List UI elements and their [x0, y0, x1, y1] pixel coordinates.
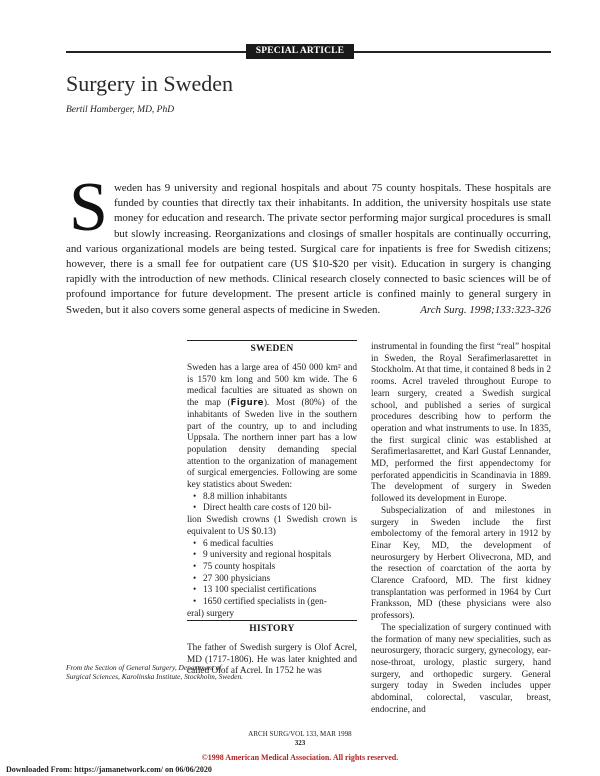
page-number: 323 [294, 739, 306, 747]
download-notice: Downloaded From: https://jamanetwork.com/ on 06/06/2020 [6, 765, 212, 774]
list-item: • 75 county hospitals [187, 562, 357, 574]
list-item: • 1650 certified specialists in (gen- [187, 597, 357, 609]
journal-info: ARCH SURG/VOL 133, MAR 1998 [248, 730, 352, 738]
sweden-heading-rule [187, 340, 357, 341]
copyright-notice: ©1998 American Medical Association. All rights reserved. [201, 753, 399, 762]
list-item: • 8.8 million inhabitants [187, 492, 357, 504]
right-paragraph-2: Subspecialization of and milestones in surgery in Sweden include the first embolectomy of the femoral artery in 1912 by Einar Key, MD, the development of neurosurgery by Herbert Olivecrona, MD, and the resection of coarctation of the aorta by Clarence Crafoord, MD. The first kidney transplantation was performed in 1964 by Curt Franksson, MD (these physicians were also professors). [371, 505, 551, 622]
sweden-text-2: ). Most (80%) of the inhabitants of Sweden live in the southern part of the country, up to and including Uppsala. The northern inner part has a low population density demanding special attention to the organization of management of surgical emergencies. Following are some key statistics about Sweden: [187, 398, 357, 491]
sweden-paragraph [187, 363, 357, 492]
sweden-heading: SWEDEN [250, 344, 294, 354]
history-heading: HISTORY [249, 624, 295, 634]
right-column [371, 342, 551, 717]
list-item: • 6 medical faculties [187, 539, 357, 551]
sweden-text-1: Sweden has a large area of 450 000 km² and is 1570 km long and 500 km wide. The 6 medical faculties are situated as shown on the map ( [187, 363, 357, 409]
list-item: • Direct health care costs of 120 bil- [187, 503, 357, 515]
citation: Arch Surg. 1998;133:323-326 [420, 303, 551, 316]
right-paragraph-1: instrumental in founding the first “real” hospital in Sweden, the Royal Serafimerlasarettet in Stockholm. At that time, it contained 8 beds in 2 rooms. Acrel traveled throughout Europe to learn surgery, created a Swedish surgical school, and published a series of surgical procedures describing how to perform the operation and what instruments to use. In 1835, the first surgical clinic was established at Serafimerlasarettet, and Karl Gustaf Lennander, MD, performed the first appendectomy for perforated appendicitis in Scandinavia in 1889. The development of surgery in Sweden followed its development in Europe. [371, 342, 551, 505]
abstract [66, 169, 551, 318]
list-item: eral) surgery [187, 608, 235, 619]
drop-cap: S [69, 169, 108, 246]
author-byline: Bertil Hamberger, MD, PhD [66, 105, 175, 115]
list-item: lion Swedish crowns (1 Swedish crown is equivalent to US $0.13) [187, 515, 357, 537]
list-item: • 9 university and regional hospitals [187, 550, 357, 562]
history-heading-rule [187, 620, 357, 621]
section-label: SPECIAL ARTICLE [246, 44, 354, 59]
stats-list [187, 492, 357, 621]
left-column [187, 363, 357, 620]
list-item: • 27 300 physicians [187, 574, 357, 586]
affiliation-note: From the Section of General Surgery, Department of Surgical Sciences, Karolinska Institute, Stockholm, Sweden. [66, 663, 243, 682]
list-item: • 13 100 specialist certifications [187, 585, 357, 597]
article-title: Surgery in Sweden [66, 71, 234, 96]
history-text: The father of Swedish surgery is Olof Acrel, MD (1717-1806). He was later knighted and called Olof af Acrel. In 1752 he was [187, 643, 357, 677]
abstract-text: weden has 9 university and regional hospitals and about 75 county hospitals. These hospitals are funded by counties that directly tax their inhabitants. In addition, the university hospitals use state money for education and research. The private sector performing major surgical procedures is small but slowly increasing. Reorganizations and closings of smaller hospitals are continually occurring, and various organizational models are being tested. Surgical care for inpatients is free for Swedish citizens; however, there is a small fee for outpatient care (US $10-$20 per visit). Education in surgery is changing rapidly with the introduction of new methods. Clinical research closely connected to basic sciences will be of profound importance for future development. The present article is confined mainly to general surgery in Sweden, but it also covers some general aspects of medicine in Sweden. [66, 182, 551, 316]
right-paragraph-3: The specialization of surgery continued with the formation of many new specialities, such as neurosurgery, thoracic surgery, gynecology, ear-nose-throat, urology, plastic surgery, hand surgery, and orthopedic surgery. General surgery today in Sweden includes upper abdominal, colorectal, vascular, breast, endocrine, and [371, 622, 551, 715]
figure-reference: Figure [230, 398, 264, 409]
